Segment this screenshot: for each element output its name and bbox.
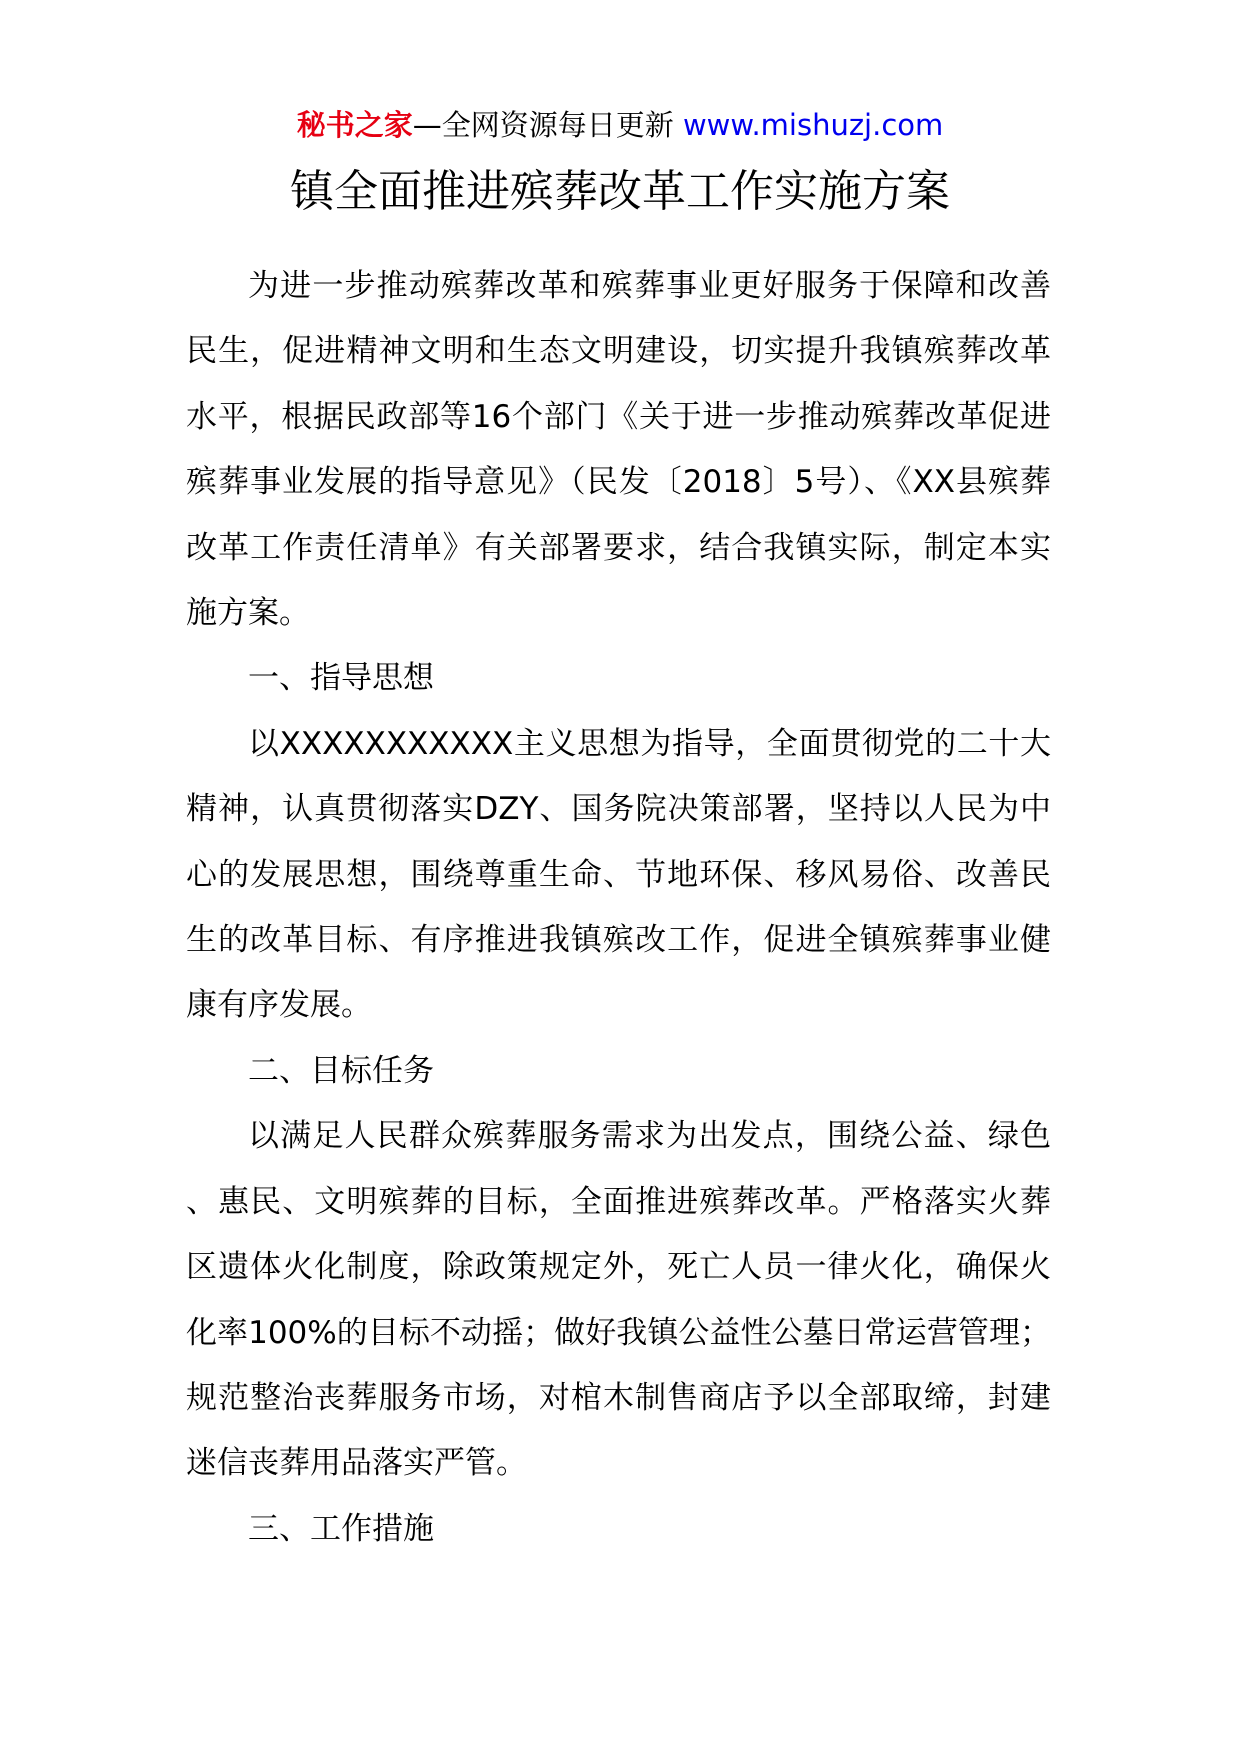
section-heading-work-measures: 三、工作措施 — [248, 1510, 434, 1547]
document-title: 镇全面推进殡葬改革工作实施方案 — [290, 166, 950, 217]
section-heading-guiding-ideology: 一、指导思想 — [248, 660, 434, 697]
document-body — [186, 254, 1051, 1562]
intro-paragraph: 为进一步推动殡葬改革和殡葬事业更好服务于保障和改善民生，促进精神文明和生态文明建设，切实提升我镇殡葬改革水平，根据民政部等16个部门《关于进一步推动殡葬改革促进殡葬事业发展的指导意见》（民发〔2018〕5号）、《XX县殡葬改革工作责任清单》有关部署要求，结合我镇实际，制定本实施方案。 — [186, 268, 1051, 632]
site-header — [0, 103, 1240, 147]
section-body-guiding-ideology: 以XXXXXXXXXXX主义思想为指导，全面贯彻党的二十大精神，认真贯彻落实DZY、国务院决策部署，坚持以人民为中心的发展思想，围绕尊重生命、节地环保、移风易俗、改善民生的改革目标、有序推进我镇殡改工作，促进全镇殡葬事业健康有序发展。 — [186, 725, 1051, 1024]
site-url-link[interactable]: www.mishuzj.com — [682, 108, 944, 142]
section-body-goals-tasks: 以满足人民群众殡葬服务需求为出发点，围绕公益、绿色、惠民、文明殡葬的目标，全面推进殡葬改革。严格落实火葬区遗体火化制度，除政策规定外，死亡人员一律火化，确保火化率100%的目标不动摇；做好我镇公益性公墓日常运营管理；规范整治丧葬服务市场，对棺木制售商店予以全部取缔，封建迷信丧葬用品落实严管。 — [186, 1118, 1051, 1482]
site-brand: 秘书之家 — [296, 108, 413, 142]
site-tagline: —全网资源每日更新 — [412, 108, 683, 142]
section-heading-goals-tasks: 二、目标任务 — [248, 1052, 434, 1089]
